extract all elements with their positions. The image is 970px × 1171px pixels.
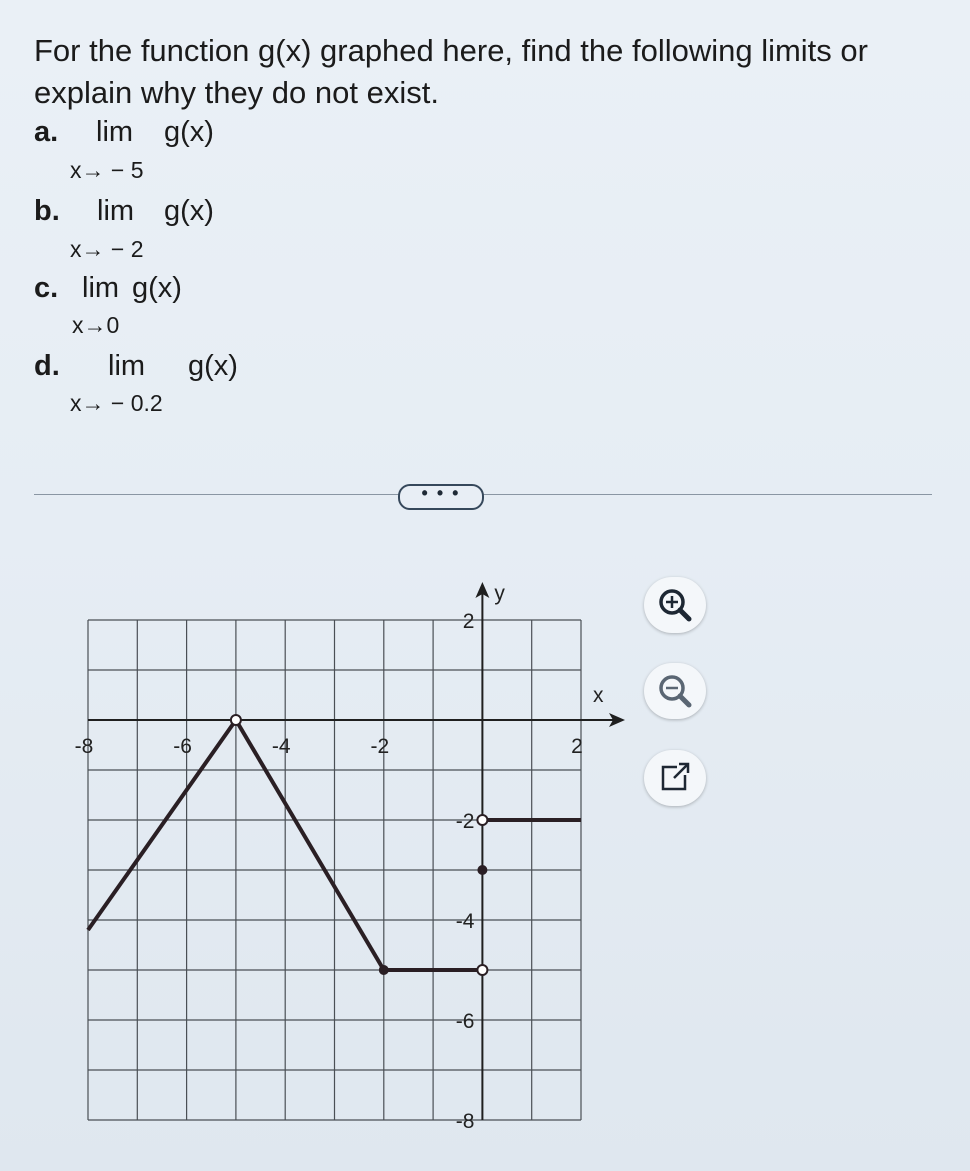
x-tick-label: -2	[370, 735, 390, 758]
y-tick-label: 2	[462, 610, 475, 633]
y-axis-label: y	[494, 582, 505, 605]
part-c-approach: x→0	[72, 312, 120, 338]
part-c-function: g(x)	[132, 272, 182, 304]
closed-point	[379, 965, 389, 975]
part-d-lim: lim	[108, 350, 146, 382]
zoom-in-icon	[644, 577, 706, 633]
part-b-letter: b.	[34, 195, 60, 227]
part-a-approach: x→ − 5	[70, 157, 144, 183]
function-points	[231, 715, 488, 975]
open-point	[477, 965, 487, 975]
x-tick-label: -4	[271, 735, 291, 758]
axes	[88, 582, 625, 1120]
zoom-out-icon	[644, 663, 706, 719]
y-tick-label: -8	[455, 1110, 475, 1133]
part-c-letter: c.	[34, 272, 59, 304]
y-tick-label: -2	[455, 810, 475, 833]
zoom-in-button[interactable]	[644, 577, 706, 633]
tick-labels	[75, 582, 604, 1133]
graph-canvas	[0, 560, 640, 1140]
zoom-out-button[interactable]	[644, 663, 706, 719]
part-a-letter: a.	[34, 116, 59, 148]
y-tick-label: -6	[455, 1010, 475, 1033]
part-b-lim: lim	[97, 195, 135, 227]
open-in-window-button[interactable]	[644, 750, 706, 806]
curve-segment	[236, 720, 384, 970]
grid	[88, 620, 581, 1120]
part-b-approach: x→ − 2	[70, 236, 144, 262]
expand-more-button[interactable]: • • •	[398, 484, 484, 510]
part-a-function: g(x)	[164, 116, 214, 148]
part-a-lim: lim	[96, 116, 134, 148]
open-point	[231, 715, 241, 725]
open-point	[477, 815, 487, 825]
x-axis-label: x	[593, 684, 604, 707]
closed-point	[477, 865, 487, 875]
curve-segment	[88, 720, 236, 930]
part-d-function: g(x)	[188, 350, 238, 382]
part-c-lim: lim	[82, 272, 120, 304]
x-tick-label: -6	[173, 735, 192, 758]
y-tick-label: -4	[455, 910, 475, 933]
part-d-letter: d.	[34, 350, 60, 382]
x-tick-label: 2	[571, 735, 583, 758]
external-link-icon	[644, 750, 706, 806]
question-text: For the function g(x) graphed here, find the following limits or explain why they do not exist.	[34, 33, 868, 110]
part-b-function: g(x)	[164, 195, 214, 227]
part-d-approach: x→ − 0.2	[70, 390, 163, 416]
x-tick-label: -8	[74, 735, 94, 758]
